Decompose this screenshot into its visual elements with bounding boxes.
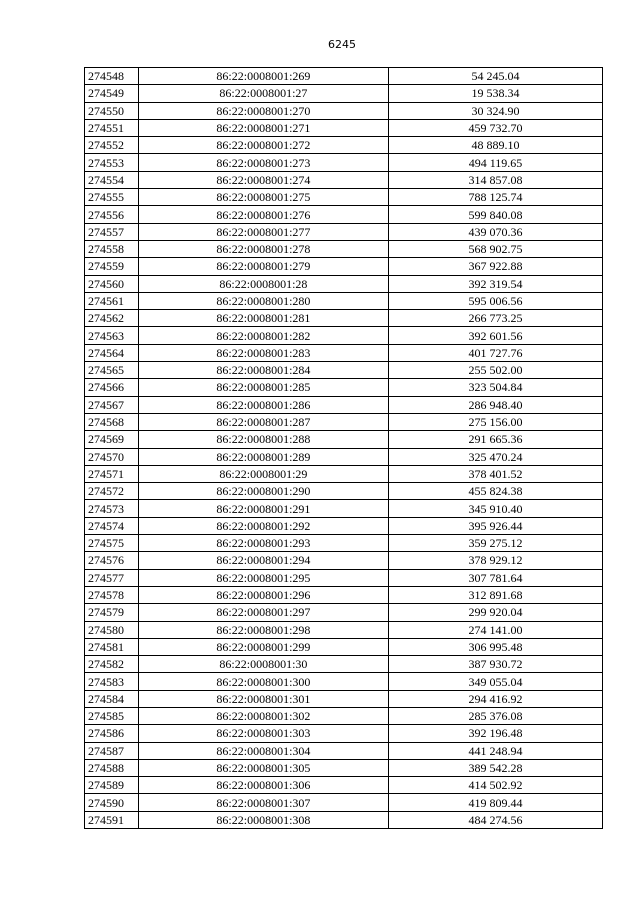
cadastral-number-cell: 86:22:0008001:279 <box>138 258 388 275</box>
row-number-cell: 274549 <box>85 85 139 102</box>
cadastral-number-cell: 86:22:0008001:270 <box>138 102 388 119</box>
cadastral-number-cell: 86:22:0008001:273 <box>138 154 388 171</box>
cadastral-value-cell: 395 926.44 <box>388 517 602 534</box>
cadastral-number-cell: 86:22:0008001:300 <box>138 673 388 690</box>
row-number-cell: 274586 <box>85 725 139 742</box>
table-row <box>85 794 603 811</box>
cadastral-value-cell: 378 401.52 <box>388 465 602 482</box>
cadastral-value-table <box>84 67 603 829</box>
cadastral-number-cell: 86:22:0008001:269 <box>138 68 388 85</box>
row-number-cell: 274582 <box>85 656 139 673</box>
cadastral-number-cell: 86:22:0008001:305 <box>138 759 388 776</box>
table-row <box>85 396 603 413</box>
cadastral-number-cell: 86:22:0008001:283 <box>138 344 388 361</box>
cadastral-value-cell: 788 125.74 <box>388 189 602 206</box>
table-row <box>85 517 603 534</box>
cadastral-value-cell: 255 502.00 <box>388 362 602 379</box>
cadastral-number-cell: 86:22:0008001:276 <box>138 206 388 223</box>
row-number-cell: 274590 <box>85 794 139 811</box>
cadastral-value-cell: 392 319.54 <box>388 275 602 292</box>
row-number-cell: 274556 <box>85 206 139 223</box>
cadastral-number-cell: 86:22:0008001:275 <box>138 189 388 206</box>
row-number-cell: 274574 <box>85 517 139 534</box>
cadastral-number-cell: 86:22:0008001:298 <box>138 621 388 638</box>
cadastral-value-cell: 314 857.08 <box>388 171 602 188</box>
cadastral-number-cell: 86:22:0008001:287 <box>138 413 388 430</box>
cadastral-number-cell: 86:22:0008001:271 <box>138 119 388 136</box>
cadastral-value-cell: 414 502.92 <box>388 777 602 794</box>
row-number-cell: 274555 <box>85 189 139 206</box>
row-number-cell: 274588 <box>85 759 139 776</box>
cadastral-value-cell: 599 840.08 <box>388 206 602 223</box>
table-row <box>85 673 603 690</box>
cadastral-value-cell: 286 948.40 <box>388 396 602 413</box>
table-row <box>85 707 603 724</box>
cadastral-value-cell: 392 196.48 <box>388 725 602 742</box>
cadastral-number-cell: 86:22:0008001:306 <box>138 777 388 794</box>
cadastral-number-cell: 86:22:0008001:303 <box>138 725 388 742</box>
table-row <box>85 154 603 171</box>
cadastral-number-cell: 86:22:0008001:282 <box>138 327 388 344</box>
cadastral-value-cell: 349 055.04 <box>388 673 602 690</box>
cadastral-number-cell: 86:22:0008001:281 <box>138 310 388 327</box>
cadastral-number-cell: 86:22:0008001:27 <box>138 85 388 102</box>
cadastral-number-cell: 86:22:0008001:292 <box>138 517 388 534</box>
cadastral-value-cell: 30 324.90 <box>388 102 602 119</box>
cadastral-number-cell: 86:22:0008001:288 <box>138 431 388 448</box>
row-number-cell: 274591 <box>85 811 139 828</box>
row-number-cell: 274563 <box>85 327 139 344</box>
cadastral-number-cell: 86:22:0008001:299 <box>138 638 388 655</box>
row-number-cell: 274551 <box>85 119 139 136</box>
table-row <box>85 327 603 344</box>
cadastral-value-cell: 401 727.76 <box>388 344 602 361</box>
table-row <box>85 569 603 586</box>
row-number-cell: 274560 <box>85 275 139 292</box>
row-number-cell: 274567 <box>85 396 139 413</box>
row-number-cell: 274575 <box>85 535 139 552</box>
table-row <box>85 189 603 206</box>
row-number-cell: 274550 <box>85 102 139 119</box>
table-row <box>85 777 603 794</box>
table-row <box>85 379 603 396</box>
row-number-cell: 274576 <box>85 552 139 569</box>
table-row <box>85 362 603 379</box>
cadastral-value-cell: 345 910.40 <box>388 500 602 517</box>
table-row <box>85 68 603 85</box>
row-number-cell: 274579 <box>85 604 139 621</box>
table-row <box>85 656 603 673</box>
row-number-cell: 274564 <box>85 344 139 361</box>
cadastral-value-cell: 441 248.94 <box>388 742 602 759</box>
cadastral-number-cell: 86:22:0008001:296 <box>138 586 388 603</box>
cadastral-value-cell: 439 070.36 <box>388 223 602 240</box>
cadastral-value-cell: 312 891.68 <box>388 586 602 603</box>
cadastral-value-cell: 274 141.00 <box>388 621 602 638</box>
cadastral-value-cell: 378 929.12 <box>388 552 602 569</box>
page-number: 6245 <box>328 38 356 51</box>
table-row <box>85 448 603 465</box>
row-number-cell: 274569 <box>85 431 139 448</box>
table-row <box>85 171 603 188</box>
row-number-cell: 274548 <box>85 68 139 85</box>
cadastral-number-cell: 86:22:0008001:290 <box>138 483 388 500</box>
cadastral-number-cell: 86:22:0008001:30 <box>138 656 388 673</box>
row-number-cell: 274572 <box>85 483 139 500</box>
table-row <box>85 292 603 309</box>
cadastral-value-cell: 306 995.48 <box>388 638 602 655</box>
cadastral-value-cell: 323 504.84 <box>388 379 602 396</box>
cadastral-value-cell: 484 274.56 <box>388 811 602 828</box>
cadastral-value-cell: 266 773.25 <box>388 310 602 327</box>
table-row <box>85 223 603 240</box>
row-number-cell: 274587 <box>85 742 139 759</box>
table-row <box>85 742 603 759</box>
cadastral-number-cell: 86:22:0008001:274 <box>138 171 388 188</box>
cadastral-number-cell: 86:22:0008001:285 <box>138 379 388 396</box>
table-row <box>85 431 603 448</box>
table-row <box>85 759 603 776</box>
table-row <box>85 552 603 569</box>
cadastral-number-cell: 86:22:0008001:277 <box>138 223 388 240</box>
cadastral-number-cell: 86:22:0008001:286 <box>138 396 388 413</box>
cadastral-value-cell: 455 824.38 <box>388 483 602 500</box>
cadastral-value-cell: 54 245.04 <box>388 68 602 85</box>
row-number-cell: 274554 <box>85 171 139 188</box>
table-row <box>85 310 603 327</box>
row-number-cell: 274570 <box>85 448 139 465</box>
cadastral-number-cell: 86:22:0008001:280 <box>138 292 388 309</box>
cadastral-value-cell: 359 275.12 <box>388 535 602 552</box>
table-row <box>85 586 603 603</box>
table-row <box>85 535 603 552</box>
row-number-cell: 274581 <box>85 638 139 655</box>
cadastral-value-cell: 419 809.44 <box>388 794 602 811</box>
row-number-cell: 274583 <box>85 673 139 690</box>
row-number-cell: 274559 <box>85 258 139 275</box>
cadastral-number-cell: 86:22:0008001:29 <box>138 465 388 482</box>
row-number-cell: 274565 <box>85 362 139 379</box>
cadastral-number-cell: 86:22:0008001:304 <box>138 742 388 759</box>
cadastral-value-cell: 291 665.36 <box>388 431 602 448</box>
table-row <box>85 465 603 482</box>
table-row <box>85 690 603 707</box>
cadastral-value-cell: 568 902.75 <box>388 240 602 257</box>
cadastral-value-cell: 367 922.88 <box>388 258 602 275</box>
cadastral-number-cell: 86:22:0008001:291 <box>138 500 388 517</box>
row-number-cell: 274566 <box>85 379 139 396</box>
table-row <box>85 500 603 517</box>
cadastral-value-cell: 275 156.00 <box>388 413 602 430</box>
cadastral-number-cell: 86:22:0008001:307 <box>138 794 388 811</box>
table-row <box>85 638 603 655</box>
row-number-cell: 274553 <box>85 154 139 171</box>
table-row <box>85 102 603 119</box>
row-number-cell: 274577 <box>85 569 139 586</box>
table-row <box>85 344 603 361</box>
cadastral-number-cell: 86:22:0008001:28 <box>138 275 388 292</box>
cadastral-number-cell: 86:22:0008001:297 <box>138 604 388 621</box>
row-number-cell: 274558 <box>85 240 139 257</box>
table-body <box>85 68 603 829</box>
cadastral-value-cell: 459 732.70 <box>388 119 602 136</box>
row-number-cell: 274585 <box>85 707 139 724</box>
table-row <box>85 137 603 154</box>
row-number-cell: 274562 <box>85 310 139 327</box>
row-number-cell: 274552 <box>85 137 139 154</box>
table-row <box>85 275 603 292</box>
cadastral-number-cell: 86:22:0008001:272 <box>138 137 388 154</box>
cadastral-number-cell: 86:22:0008001:289 <box>138 448 388 465</box>
row-number-cell: 274568 <box>85 413 139 430</box>
cadastral-value-cell: 494 119.65 <box>388 154 602 171</box>
row-number-cell: 274578 <box>85 586 139 603</box>
cadastral-number-cell: 86:22:0008001:284 <box>138 362 388 379</box>
row-number-cell: 274561 <box>85 292 139 309</box>
cadastral-number-cell: 86:22:0008001:308 <box>138 811 388 828</box>
cadastral-value-cell: 325 470.24 <box>388 448 602 465</box>
cadastral-value-cell: 285 376.08 <box>388 707 602 724</box>
row-number-cell: 274584 <box>85 690 139 707</box>
cadastral-number-cell: 86:22:0008001:302 <box>138 707 388 724</box>
table-row <box>85 85 603 102</box>
table-row <box>85 725 603 742</box>
table-row <box>85 811 603 828</box>
cadastral-value-cell: 387 930.72 <box>388 656 602 673</box>
cadastral-number-cell: 86:22:0008001:301 <box>138 690 388 707</box>
row-number-cell: 274573 <box>85 500 139 517</box>
cadastral-number-cell: 86:22:0008001:294 <box>138 552 388 569</box>
cadastral-number-cell: 86:22:0008001:295 <box>138 569 388 586</box>
table-row <box>85 604 603 621</box>
table-row <box>85 413 603 430</box>
row-number-cell: 274589 <box>85 777 139 794</box>
table-row <box>85 206 603 223</box>
table-row <box>85 483 603 500</box>
cadastral-value-cell: 299 920.04 <box>388 604 602 621</box>
cadastral-number-cell: 86:22:0008001:278 <box>138 240 388 257</box>
table-row <box>85 258 603 275</box>
table-row <box>85 621 603 638</box>
table-row <box>85 119 603 136</box>
cadastral-number-cell: 86:22:0008001:293 <box>138 535 388 552</box>
cadastral-value-cell: 595 006.56 <box>388 292 602 309</box>
row-number-cell: 274580 <box>85 621 139 638</box>
cadastral-value-cell: 389 542.28 <box>388 759 602 776</box>
cadastral-value-cell: 294 416.92 <box>388 690 602 707</box>
row-number-cell: 274557 <box>85 223 139 240</box>
table-row <box>85 240 603 257</box>
cadastral-value-cell: 48 889.10 <box>388 137 602 154</box>
row-number-cell: 274571 <box>85 465 139 482</box>
cadastral-value-cell: 307 781.64 <box>388 569 602 586</box>
cadastral-value-cell: 392 601.56 <box>388 327 602 344</box>
cadastral-value-cell: 19 538.34 <box>388 85 602 102</box>
